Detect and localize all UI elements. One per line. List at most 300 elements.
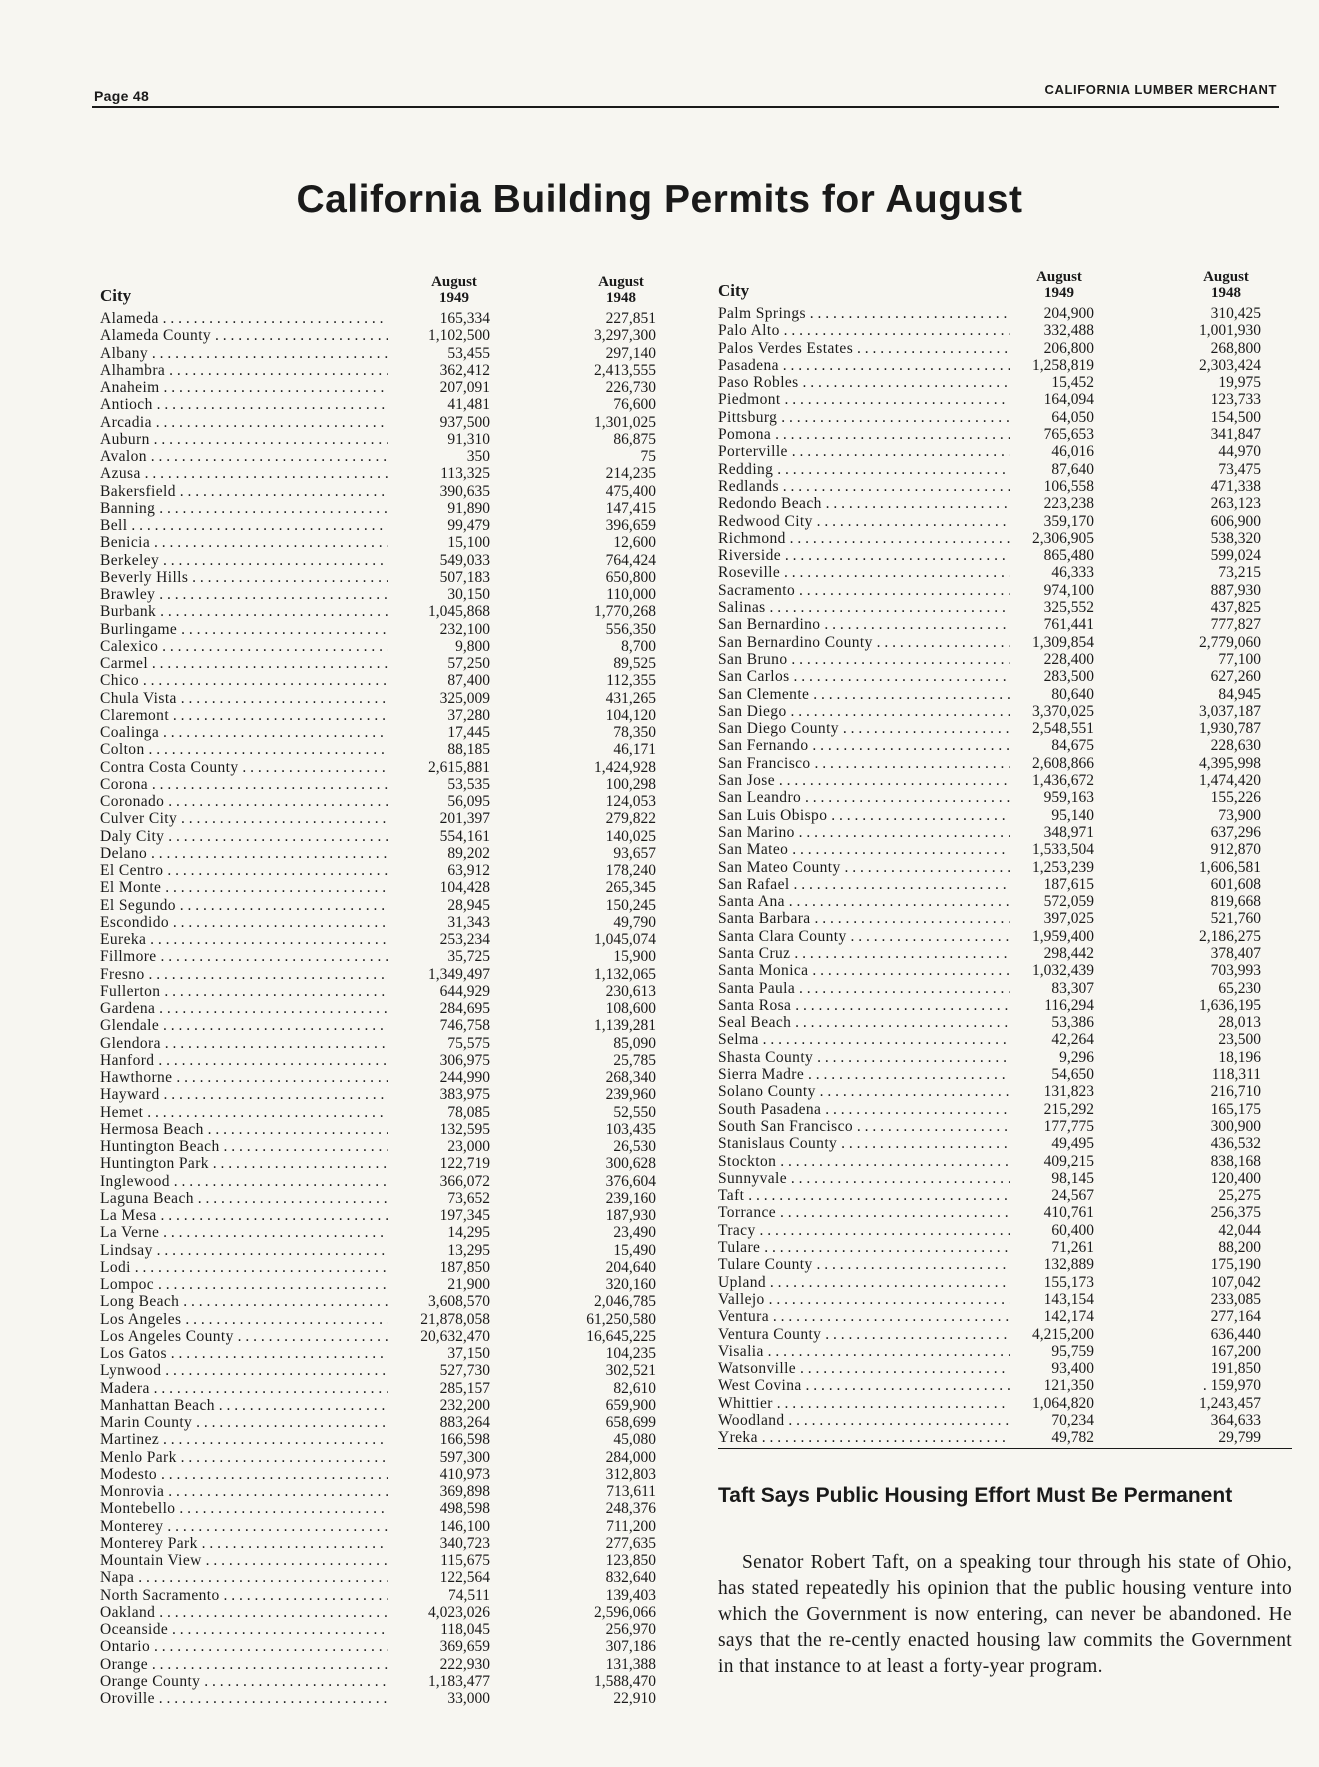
page-title: California Building Permits for August — [296, 178, 1023, 221]
value-1948: 601,608 — [1210, 875, 1261, 893]
city-name: Alameda . . . — [100, 310, 388, 327]
value-1948: 19,975 — [1218, 374, 1261, 392]
city-name: Santa Paula . . . — [718, 980, 1010, 997]
value-1949: 99,479 — [447, 517, 490, 534]
table-row — [716, 495, 1294, 512]
city-name: Santa Monica . . . — [718, 962, 1010, 979]
value-1949: 53,386 — [1051, 1014, 1094, 1032]
value-1948: 1,930,787 — [1199, 720, 1261, 738]
table-row — [716, 1429, 1294, 1446]
city-name: Chula Vista . . . — [100, 690, 388, 707]
value-1948: 1,606,581 — [1199, 858, 1261, 876]
table-row — [98, 1518, 658, 1535]
value-1949: 106,558 — [1043, 477, 1094, 495]
city-name: San Bernardino County . . . — [718, 634, 1010, 651]
value-1948: 1,301,025 — [594, 413, 656, 431]
table-row — [716, 1049, 1294, 1066]
value-1949: 1,533,504 — [1032, 841, 1094, 859]
value-1948: 302,521 — [605, 1362, 656, 1380]
table-row — [716, 340, 1294, 357]
table-row — [98, 1311, 658, 1328]
value-1948: 73,475 — [1218, 460, 1261, 478]
city-name: Corona . . . — [100, 776, 388, 793]
table-row — [98, 1000, 658, 1017]
value-1949: 244,990 — [439, 1069, 490, 1086]
value-1948: 73,215 — [1218, 564, 1261, 582]
city-name: Riverside . . . — [718, 547, 1010, 564]
value-1948: 297,140 — [605, 344, 656, 362]
table-row — [98, 724, 658, 741]
value-1949: 37,150 — [447, 1345, 490, 1362]
value-1948: 42,044 — [1218, 1221, 1261, 1239]
table-row — [716, 668, 1294, 685]
table-row — [716, 651, 1294, 668]
city-name: Oroville . . . — [100, 1690, 388, 1707]
city-name: Alameda County . . . — [100, 327, 388, 344]
value-1948: 711,200 — [606, 1517, 656, 1535]
permits-table-right — [716, 253, 1294, 1447]
value-1949: 410,973 — [439, 1465, 490, 1483]
value-1948: 104,235 — [605, 1345, 656, 1362]
table-row — [716, 703, 1294, 720]
value-1948: 44,970 — [1218, 443, 1261, 461]
value-1949: 937,500 — [439, 413, 490, 431]
value-1948: 659,900 — [605, 1396, 656, 1414]
value-1949: 146,100 — [439, 1517, 490, 1535]
city-name: Paso Robles . . . — [718, 374, 1010, 391]
city-name: Coalinga . . . — [100, 724, 388, 741]
value-1949: 49,495 — [1051, 1135, 1094, 1153]
value-1948: 167,200 — [1210, 1342, 1261, 1360]
city-name: Woodland . . . — [718, 1412, 1010, 1429]
value-1948: 1,243,457 — [1199, 1394, 1261, 1412]
city-name: San Rafael . . . — [718, 876, 1010, 893]
value-1948: 131,388 — [605, 1655, 656, 1673]
city-name: Eureka . . . — [100, 931, 388, 948]
value-1948: 23,500 — [1218, 1031, 1261, 1049]
value-1949: 2,615,881 — [428, 758, 490, 776]
value-1949: 14,295 — [447, 1224, 490, 1242]
value-1948: 46,171 — [613, 741, 656, 759]
value-1949: 164,094 — [1043, 391, 1094, 409]
table-row — [98, 1173, 658, 1190]
value-1948: 140,025 — [605, 827, 656, 845]
table-row — [716, 547, 1294, 564]
value-1949: 95,759 — [1051, 1342, 1094, 1360]
city-name: Whittier . . . — [718, 1395, 1010, 1412]
value-1949: 283,500 — [1043, 668, 1094, 686]
value-1949: 63,912 — [447, 862, 490, 879]
value-1949: 93,400 — [1051, 1360, 1094, 1378]
value-1948: 150,245 — [605, 896, 656, 914]
table-row — [716, 1031, 1294, 1048]
table-row — [98, 914, 658, 931]
value-1949: 306,975 — [439, 1051, 490, 1069]
value-1949: 527,730 — [439, 1362, 490, 1380]
city-name: San Jose . . . — [718, 772, 1010, 789]
city-name: Manhattan Beach . . . — [100, 1397, 388, 1414]
value-1948: 107,042 — [1210, 1273, 1261, 1291]
value-1949: 73,652 — [447, 1189, 490, 1207]
article-divider — [718, 1448, 1292, 1449]
city-name: Glendora . . . — [100, 1035, 388, 1052]
table-row — [98, 828, 658, 845]
city-name: Coronado . . . — [100, 793, 388, 810]
value-1948: 22,910 — [613, 1690, 656, 1707]
value-1949: 369,898 — [439, 1483, 490, 1500]
table-row — [98, 1500, 658, 1517]
city-name: San Leandro . . . — [718, 789, 1010, 806]
city-name: Avalon . . . — [100, 448, 388, 465]
table-row — [98, 1086, 658, 1103]
value-1948: 1,588,470 — [594, 1672, 656, 1690]
value-1949: 397,025 — [1043, 910, 1094, 928]
table-row — [98, 1052, 658, 1069]
value-1948: 521,760 — [1210, 910, 1261, 928]
value-1949: 366,072 — [439, 1172, 490, 1190]
value-1949: 2,608,866 — [1032, 754, 1094, 772]
value-1949: 42,264 — [1051, 1031, 1094, 1049]
value-1949: 21,878,058 — [420, 1310, 490, 1328]
table-row — [98, 1224, 658, 1241]
table-row — [716, 910, 1294, 927]
value-1948: 77,100 — [1218, 650, 1261, 668]
city-name: Taft . . . — [718, 1187, 1010, 1204]
value-1949: 883,264 — [439, 1414, 490, 1431]
table-row — [98, 517, 658, 534]
city-name: Martinez . . . — [100, 1431, 388, 1448]
value-1949: 87,400 — [447, 672, 490, 690]
value-1949: 369,659 — [439, 1638, 490, 1656]
value-1949: 228,400 — [1043, 650, 1094, 668]
value-1948: 84,945 — [1218, 685, 1261, 703]
value-1948: 1,139,281 — [594, 1017, 656, 1035]
value-1949: 31,343 — [447, 913, 490, 931]
value-1948: 100,298 — [605, 775, 656, 793]
value-1948: 378,407 — [1210, 944, 1261, 962]
value-1949: 2,306,905 — [1032, 529, 1094, 547]
value-1948: 310,425 — [1210, 305, 1261, 322]
value-1949: 298,442 — [1043, 944, 1094, 962]
value-1948: 8,700 — [621, 637, 656, 655]
table-row — [98, 948, 658, 965]
value-1948: 124,053 — [605, 793, 656, 810]
city-name: Sunnyvale . . . — [718, 1170, 1010, 1187]
city-name: Oceanside . . . — [100, 1621, 388, 1638]
table-row — [716, 530, 1294, 547]
column-header-1949: August 1949 — [431, 274, 477, 306]
value-1949: 75,575 — [447, 1034, 490, 1052]
value-1949: 1,309,854 — [1032, 633, 1094, 651]
value-1949: 24,567 — [1051, 1187, 1094, 1205]
value-1948: 110,000 — [606, 586, 656, 603]
city-name: San Fernando . . . — [718, 737, 1010, 754]
value-1949: 33,000 — [447, 1690, 490, 1707]
value-1948: 277,635 — [605, 1534, 656, 1552]
value-1949: 89,202 — [447, 844, 490, 862]
value-1949: 132,889 — [1043, 1256, 1094, 1274]
value-1948: 85,090 — [613, 1034, 656, 1052]
value-1949: 1,032,439 — [1032, 962, 1094, 980]
value-1949: 1,436,672 — [1032, 772, 1094, 790]
value-1949: 350 — [466, 448, 490, 465]
value-1949: 95,140 — [1051, 806, 1094, 824]
city-name: Palo Alto . . . — [718, 322, 1010, 339]
table-row — [716, 443, 1294, 460]
city-name: San Marino . . . — [718, 824, 1010, 841]
city-name: Gardena . . . — [100, 1000, 388, 1017]
city-name: La Verne . . . — [100, 1224, 388, 1241]
value-1949: 253,234 — [439, 931, 490, 948]
table-row — [98, 931, 658, 948]
city-name: Fresno . . . — [100, 966, 388, 983]
value-1948: 1,636,195 — [1199, 996, 1261, 1014]
city-name: Claremont . . . — [100, 707, 388, 724]
value-1949: 46,016 — [1051, 443, 1094, 461]
table-row — [716, 391, 1294, 408]
city-name: Ontario . . . — [100, 1638, 388, 1655]
table-row — [98, 1397, 658, 1414]
table-row — [98, 638, 658, 655]
table-row — [716, 876, 1294, 893]
table-row — [98, 1293, 658, 1310]
value-1949: 549,033 — [439, 551, 490, 569]
value-1948: 556,350 — [605, 620, 656, 638]
city-name: Upland . . . — [718, 1274, 1010, 1291]
value-1948: 108,600 — [605, 1000, 656, 1017]
value-1949: 20,632,470 — [420, 1327, 490, 1345]
city-name: Sierra Madre . . . — [718, 1066, 1010, 1083]
value-1948: 320,160 — [605, 1276, 656, 1293]
city-name: Palm Springs . . . — [718, 305, 1010, 322]
value-1948: 599,024 — [1210, 547, 1261, 565]
value-1949: 390,635 — [439, 482, 490, 500]
city-name: Tulare . . . — [718, 1239, 1010, 1256]
value-1948: 364,633 — [1210, 1412, 1261, 1429]
city-name: Auburn . . . — [100, 431, 388, 448]
value-1948: 2,303,424 — [1199, 356, 1261, 374]
table-row — [98, 1483, 658, 1500]
value-1949: 122,719 — [439, 1155, 490, 1173]
value-1948: 703,993 — [1210, 962, 1261, 980]
table-row — [716, 1222, 1294, 1239]
column-header-1949: August 1949 — [1036, 269, 1082, 301]
value-1948: 312,803 — [605, 1465, 656, 1483]
city-name: Monterey . . . — [100, 1518, 388, 1535]
value-1949: 35,725 — [447, 948, 490, 966]
city-name: Marin County . . . — [100, 1414, 388, 1431]
value-1948: 18,196 — [1218, 1048, 1261, 1066]
value-1949: 53,535 — [447, 775, 490, 793]
city-name: Piedmont . . . — [718, 391, 1010, 408]
table-row — [98, 1656, 658, 1673]
city-name: El Monte . . . — [100, 879, 388, 896]
table-row — [98, 1362, 658, 1379]
value-1949: 23,000 — [447, 1138, 490, 1155]
value-1949: 155,173 — [1043, 1273, 1094, 1291]
value-1949: 325,552 — [1043, 599, 1094, 617]
value-1949: 3,370,025 — [1032, 702, 1094, 720]
city-name: Santa Clara County . . . — [718, 928, 1010, 945]
value-1949: 41,481 — [447, 396, 490, 414]
value-1948: 103,435 — [605, 1120, 656, 1138]
table-row — [716, 1066, 1294, 1083]
value-1948: 61,250,580 — [586, 1310, 656, 1328]
city-name: Visalia . . . — [718, 1343, 1010, 1360]
value-1948: 76,600 — [613, 396, 656, 414]
value-1949: 78,085 — [447, 1103, 490, 1121]
city-name: La Mesa . . . — [100, 1207, 388, 1224]
value-1948: 88,200 — [1218, 1239, 1261, 1257]
value-1949: 122,564 — [439, 1569, 490, 1587]
table-row — [716, 807, 1294, 824]
value-1949: 71,261 — [1051, 1239, 1094, 1257]
value-1948: 204,640 — [605, 1258, 656, 1276]
value-1949: 410,761 — [1043, 1204, 1094, 1222]
table-row — [98, 534, 658, 551]
value-1949: 46,333 — [1051, 564, 1094, 582]
table-row — [98, 345, 658, 362]
city-name: Burlingame . . . — [100, 621, 388, 638]
value-1948: 78,350 — [613, 724, 656, 741]
value-1948: 777,827 — [1210, 616, 1261, 634]
city-name: Santa Barbara . . . — [718, 910, 1010, 927]
table-row — [716, 1083, 1294, 1100]
value-1949: 4,215,200 — [1032, 1325, 1094, 1343]
table-row — [98, 1121, 658, 1138]
table-row — [98, 362, 658, 379]
table-body — [98, 310, 658, 1707]
value-1949: 116,294 — [1044, 996, 1094, 1014]
value-1948: 3,297,300 — [594, 327, 656, 345]
table-row — [98, 1345, 658, 1362]
table-row — [98, 741, 658, 758]
city-name: Delano . . . — [100, 845, 388, 862]
value-1949: 644,929 — [439, 982, 490, 1000]
value-1948: 216,710 — [1210, 1083, 1261, 1101]
city-name: Lynwood . . . — [100, 1362, 388, 1379]
city-name: Los Angeles County . . . — [100, 1328, 388, 1345]
table-row — [98, 1466, 658, 1483]
city-name: Madera . . . — [100, 1380, 388, 1397]
value-1948: 627,260 — [1210, 668, 1261, 686]
value-1948: 23,490 — [613, 1224, 656, 1242]
value-1949: 80,640 — [1051, 685, 1094, 703]
city-name: South San Francisco . . . — [718, 1118, 1010, 1135]
value-1949: 207,091 — [439, 379, 490, 396]
value-1948: 187,930 — [605, 1207, 656, 1224]
value-1949: 865,480 — [1043, 547, 1094, 565]
value-1948: 764,424 — [605, 551, 656, 569]
value-1948: 123,733 — [1210, 391, 1261, 409]
city-name: Redlands . . . — [718, 478, 1010, 495]
value-1948: 1,132,065 — [594, 965, 656, 983]
publication-name: CALIFORNIA LUMBER MERCHANT — [1044, 82, 1277, 97]
value-1948: 256,970 — [605, 1621, 656, 1638]
city-name: Carmel . . . — [100, 655, 388, 672]
value-1948: 436,532 — [1210, 1135, 1261, 1153]
city-name: Huntington Beach . . . — [100, 1138, 388, 1155]
value-1948: 2,779,060 — [1199, 633, 1261, 651]
value-1949: 498,598 — [439, 1500, 490, 1518]
value-1949: 1,064,820 — [1032, 1394, 1094, 1412]
value-1949: 959,163 — [1043, 789, 1094, 807]
table-row — [98, 1328, 658, 1345]
value-1948: 838,168 — [1210, 1152, 1261, 1170]
table-row — [98, 672, 658, 689]
value-1948: 75 — [640, 448, 656, 465]
table-row — [716, 928, 1294, 945]
value-1948: 191,850 — [1210, 1360, 1261, 1378]
value-1949: 1,045,868 — [428, 603, 490, 621]
value-1949: 222,930 — [439, 1655, 490, 1673]
table-row — [98, 1069, 658, 1086]
value-1948: 73,900 — [1218, 806, 1261, 824]
permits-table-left — [98, 258, 658, 1707]
table-row — [716, 1308, 1294, 1325]
city-name: Bell . . . — [100, 517, 388, 534]
column-header-1948: August 1948 — [1203, 269, 1249, 301]
value-1948: 120,400 — [1210, 1169, 1261, 1187]
table-row — [98, 862, 658, 879]
city-name: San Francisco . . . — [718, 755, 1010, 772]
value-1949: 28,945 — [447, 896, 490, 914]
value-1949: 115,675 — [440, 1552, 490, 1569]
value-1948: 52,550 — [613, 1103, 656, 1121]
value-1948: 475,400 — [605, 482, 656, 500]
table-row — [98, 1259, 658, 1276]
city-name: San Mateo . . . — [718, 841, 1010, 858]
value-1949: 383,975 — [439, 1086, 490, 1104]
table-row — [716, 357, 1294, 374]
city-name: Burbank . . . — [100, 603, 388, 620]
city-name: Stanislaus County . . . — [718, 1135, 1010, 1152]
value-1948: 26,530 — [613, 1138, 656, 1155]
value-1949: 131,823 — [1043, 1083, 1094, 1101]
value-1949: 572,059 — [1043, 893, 1094, 911]
article-body: Senator Robert Taft, on a speaking tour through his state of Ohio, has stated repeatedly his opinion that the public housing venture into which the Government is now entering, can never be abandoned. He says that the re-cently enacted housing law commits the Government in that instance to at least a forty-year program. — [718, 1552, 1292, 1677]
value-1948: 650,800 — [605, 568, 656, 586]
table-row — [716, 789, 1294, 806]
value-1949: 215,292 — [1043, 1100, 1094, 1118]
value-1948: 248,376 — [605, 1500, 656, 1518]
city-name: Los Gatos . . . — [100, 1345, 388, 1362]
table-header — [98, 258, 658, 310]
value-1949: 223,238 — [1043, 495, 1094, 513]
value-1948: 1,770,268 — [594, 603, 656, 621]
value-1949: 74,511 — [447, 1586, 490, 1604]
value-1948: 89,525 — [613, 655, 656, 672]
value-1949: 9,800 — [455, 637, 490, 655]
value-1948: 2,186,275 — [1199, 927, 1261, 945]
table-row — [98, 966, 658, 983]
table-row — [98, 1569, 658, 1586]
city-name: Hawthorne . . . — [100, 1069, 388, 1086]
value-1948: 112,355 — [606, 672, 656, 690]
value-1949: 232,100 — [439, 620, 490, 638]
city-name: Santa Cruz . . . — [718, 945, 1010, 962]
city-name: Hermosa Beach . . . — [100, 1121, 388, 1138]
value-1948: 28,013 — [1218, 1014, 1261, 1032]
value-1949: 761,441 — [1043, 616, 1094, 634]
value-1948: 154,500 — [1210, 408, 1261, 426]
value-1948: 887,930 — [1210, 581, 1261, 599]
table-row — [98, 1449, 658, 1466]
city-name: El Segundo . . . — [100, 897, 388, 914]
value-1949: 554,161 — [439, 827, 490, 845]
city-name: Lodi . . . — [100, 1259, 388, 1276]
table-row — [98, 379, 658, 396]
